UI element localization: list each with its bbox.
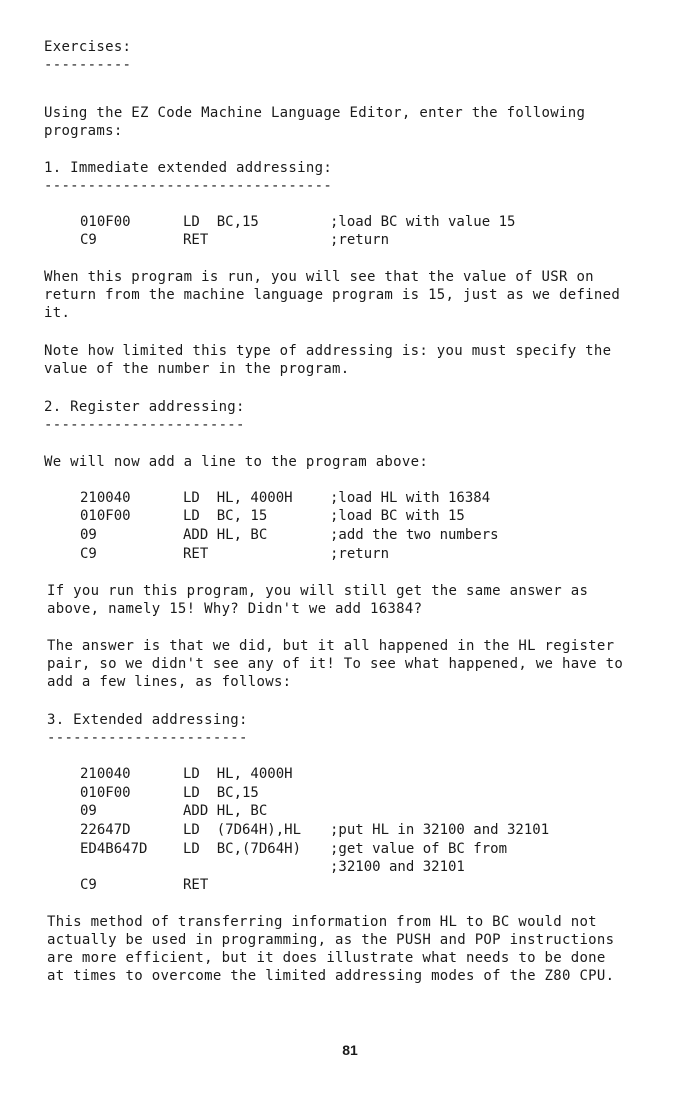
- code-hex: 09: [80, 527, 97, 543]
- code-hex: 010F00: [80, 214, 131, 230]
- code-comment: ;return: [330, 232, 390, 248]
- code-instruction: RET: [183, 232, 209, 248]
- code-comment: ;add the two numbers: [330, 527, 499, 543]
- code-comment: ;put HL in 32100 and 32101: [330, 822, 550, 838]
- code-hex: 09: [80, 803, 97, 819]
- section1-para2-line-1: Note how limited this type of addressing is: you must specify the: [44, 343, 612, 359]
- code-comment: ;get value of BC from: [330, 841, 508, 857]
- code-instruction: LD BC,15: [183, 214, 259, 230]
- code-instruction: LD HL, 4000H: [183, 766, 293, 782]
- code-comment: ;load BC with 15: [330, 508, 465, 524]
- section1-para1-line-1: When this program is run, you will see that the value of USR on: [44, 269, 594, 285]
- code-hex: 010F00: [80, 508, 131, 524]
- code-hex: C9: [80, 232, 97, 248]
- intro-line-2: programs:: [44, 123, 123, 139]
- section1-para1-line-3: it.: [44, 305, 71, 321]
- page-number: 81: [342, 1042, 358, 1058]
- section1-para2-line-2: value of the number in the program.: [44, 361, 350, 377]
- code-instruction: LD BC, 15: [183, 508, 268, 524]
- code-instruction: ADD HL, BC: [183, 527, 268, 543]
- code-comment: ;load HL with 16384: [330, 490, 491, 506]
- code-instruction: LD BC,15: [183, 785, 259, 801]
- code-instruction: LD (7D64H),HL: [183, 822, 302, 838]
- code-hex: ED4B647D: [80, 841, 148, 857]
- code-hex: 010F00: [80, 785, 131, 801]
- section2-para1-line-2: above, namely 15! Why? Didn't we add 16384?: [47, 601, 423, 617]
- section3-para-line-3: are more efficient, but it does illustrate what needs to be done: [47, 950, 606, 966]
- code-comment: ;return: [330, 546, 390, 562]
- code-instruction: ADD HL, BC: [183, 803, 268, 819]
- code-instruction: RET: [183, 877, 209, 893]
- code-comment: ;32100 and 32101: [330, 859, 465, 875]
- code-instruction: LD BC,(7D64H): [183, 841, 302, 857]
- code-instruction: RET: [183, 546, 209, 562]
- code-hex: 210040: [80, 490, 131, 506]
- code-hex: C9: [80, 877, 97, 893]
- section2-para2-line-2: pair, so we didn't see any of it! To see what happened, we have to: [47, 656, 624, 672]
- code-comment: ;load BC with value 15: [330, 214, 516, 230]
- section3-para-line-1: This method of transferring information from HL to BC would not: [47, 914, 597, 930]
- intro-line-1: Using the EZ Code Machine Language Editor, enter the following: [44, 105, 586, 121]
- exercises-heading: Exercises:: [44, 39, 132, 55]
- section1-heading: 1. Immediate extended addressing:: [44, 160, 333, 176]
- exercises-rule: ----------: [44, 57, 132, 73]
- code-hex: 22647D: [80, 822, 131, 838]
- section1-rule: ---------------------------------: [44, 178, 333, 194]
- code-instruction: LD HL, 4000H: [183, 490, 293, 506]
- section3-para-line-2: actually be used in programming, as the PUSH and POP instructions: [47, 932, 615, 948]
- section2-para2-line-3: add a few lines, as follows:: [47, 674, 292, 690]
- code-hex: 210040: [80, 766, 131, 782]
- section2-para1-line-1: If you run this program, you will still get the same answer as: [47, 583, 589, 599]
- code-hex: C9: [80, 546, 97, 562]
- section2-para2-line-1: The answer is that we did, but it all happened in the HL register: [47, 638, 615, 654]
- section3-para-line-4: at times to overcome the limited addressing modes of the Z80 CPU.: [47, 968, 615, 984]
- section1-para1-line-2: return from the machine language program is 15, just as we defined: [44, 287, 621, 303]
- section3-rule: -----------------------: [47, 730, 248, 746]
- section2-lead: We will now add a line to the program above:: [44, 454, 429, 470]
- section2-rule: -----------------------: [44, 417, 245, 433]
- section2-heading: 2. Register addressing:: [44, 399, 245, 415]
- section3-heading: 3. Extended addressing:: [47, 712, 248, 728]
